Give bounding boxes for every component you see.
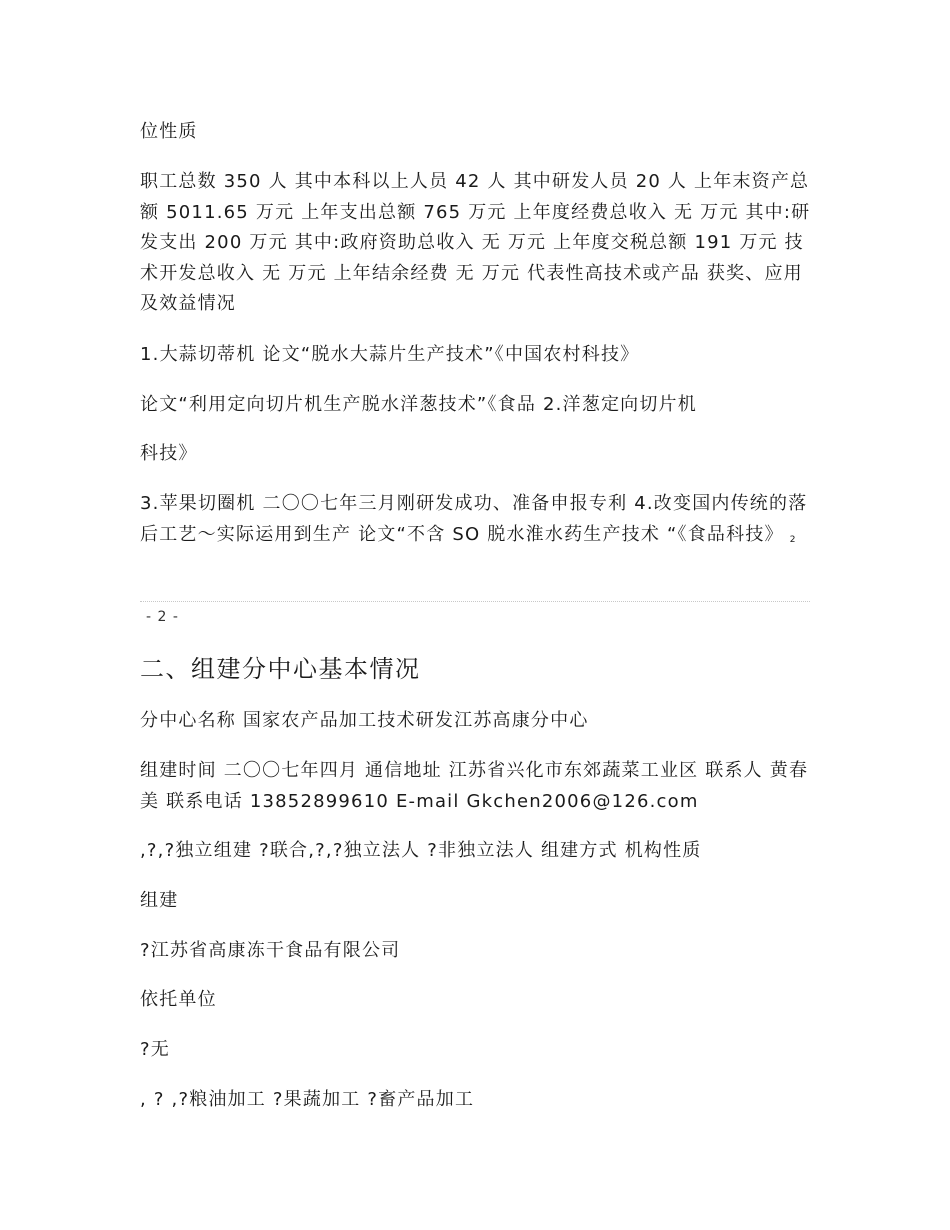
- processing-categories-line: , ? ,?粮油加工 ?果蔬加工 ?畜产品加工: [140, 1089, 475, 1110]
- subscript-2: 2: [789, 534, 796, 545]
- item-apple-cutter-paragraph: [140, 489, 812, 555]
- item-garlic-cutter: 1.大蒜切蒂机 论文“脱水大蒜片生产技术”《中国农村科技》: [140, 344, 640, 365]
- text-wei-xingzhi: 位性质: [140, 121, 198, 142]
- page-number: - 2 -: [146, 609, 179, 625]
- label-yituo-danwei: 依托单位: [140, 989, 217, 1010]
- item-onion-slicer-line2: 科技》: [140, 443, 198, 464]
- section-heading: 二、组建分中心基本情况: [140, 655, 421, 683]
- center-name-line: 分中心名称 国家农产品加工技术研发江苏高康分中心: [140, 710, 589, 731]
- contact-info-paragraph: 组建时间 二〇〇七年四月 通信地址 江苏省兴化市东郊蔬菜工业区 联系人 黄春美 联系电话 13852899610 E-mail Gkchen2006@126.com: [140, 760, 809, 812]
- staff-statistics-paragraph: 职工总数 350 人 其中本科以上人员 42 人 其中研发人员 20 人 上年末资产总额 5011.65 万元 上年支出总额 765 万元 上年度经费总收入 无 万元 其中:研发支出 200 万元 其中:政府资助总收入 无 万元 上年度交税总额 191 万元 技术开发总收入 无 万元 上年结余经费 无 万元 代表性高技术或产品 获奖、应用及效益情况: [140, 171, 811, 314]
- page-divider: [140, 601, 810, 602]
- company-name-line: ?江苏省高康冻干食品有限公司: [140, 940, 401, 961]
- label-zujian: 组建: [140, 890, 179, 911]
- organization-options-line: ,?,?独立组建 ?联合,?,?独立法人 ?非独立法人 组建方式 机构性质: [140, 840, 702, 861]
- item-onion-slicer-line1: 论文“利用定向切片机生产脱水洋葱技术”《食品 2.洋葱定向切片机: [140, 394, 697, 415]
- item-apple-cutter-text: 3.苹果切圈机 二〇〇七年三月刚研发成功、准备申报专利 4.改变国内传统的落后工艺～实际运用到生产 论文“不含 SO 脱水淮水药生产技术 “《食品科技》: [140, 493, 808, 545]
- none-line: ?无: [140, 1039, 170, 1060]
